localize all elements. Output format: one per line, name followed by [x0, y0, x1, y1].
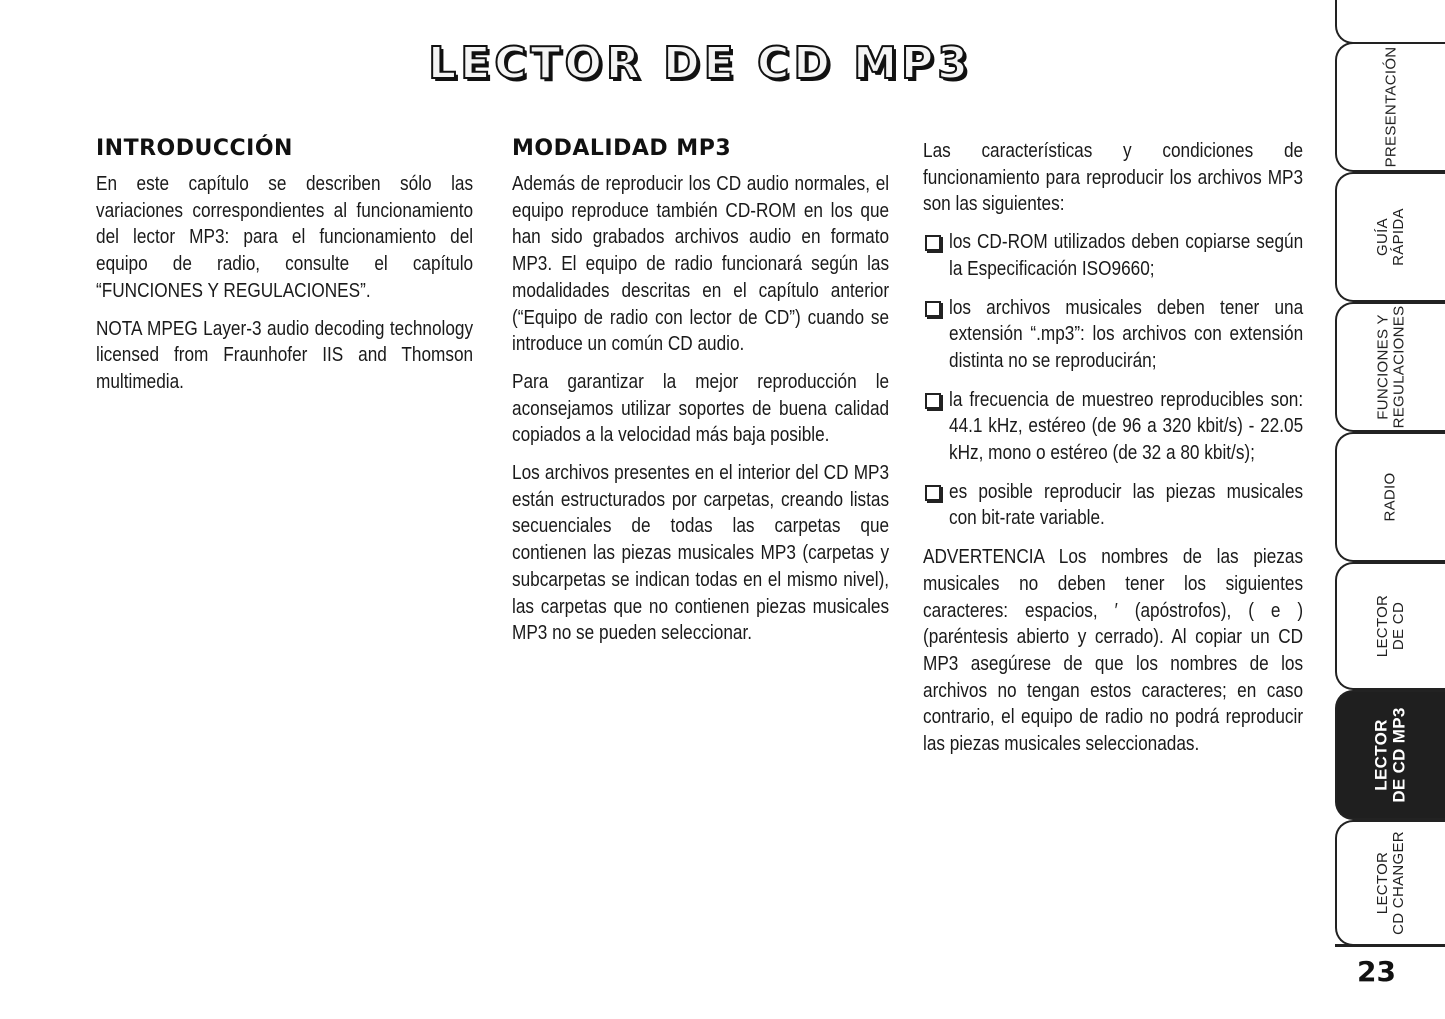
paragraph: Para garantizar la mejor reproducción le aconsejamos utilizar soportes de buena calidad copiados a la velocidad más baja posible. — [512, 370, 890, 447]
paragraph: Los archivos presentes en el interior del CD MP3 están estructurados por carpetas, creando listas secuenciales de todas las carpetas que contienen las piezas musicales MP3 (carpetas y subcarpetas se indican todas en el mismo nivel), las carpetas que no contienen piezas musicales MP3 no se pueden seleccionar. — [512, 462, 890, 645]
paragraph: En este capítulo se describen sólo las variaciones correspondientes al funcionamiento del lector MP3: para el funcionamiento del equipo de radio, consulte el capítulo “FUNCIONES Y REGULACIONES”. — [96, 173, 474, 302]
conditions-list — [923, 229, 1304, 532]
tab-top-edge — [1335, 0, 1445, 44]
heading-introduccion: INTRODUCCIÓN — [96, 136, 293, 161]
checkbox-bullet-icon — [925, 235, 941, 251]
paragraph: Además de reproducir los CD audio normales, el equipo reproduce también CD-ROM en los que han sido grabados archivos audio en formato MP3. El equipo de radio funcionará según las modalidades descritas en el capítulo anterior (“Equipo de radio con lector de CD”) cuando se introduce un común CD audio. — [512, 173, 890, 356]
page-number-rule — [1335, 944, 1445, 947]
tab-presentacion[interactable]: PRESENTACIÓN — [1335, 42, 1445, 172]
chapter-tabs — [1335, 0, 1445, 1019]
list-item: es posible reproducir las piezas musicales con bit-rate variable. — [923, 479, 1304, 532]
heading-modalidad-mp3: MODALIDAD MP3 — [512, 136, 732, 161]
tab-funciones-regulaciones[interactable]: FUNCIONES Y REGULACIONES — [1335, 302, 1445, 432]
tab-lector-de-cd-mp3[interactable]: LECTOR DE CD MP3 — [1335, 690, 1445, 820]
checkbox-bullet-icon — [925, 485, 941, 501]
column-modalidad-mp3 — [512, 136, 890, 658]
paragraph-nota: NOTA MPEG Layer-3 audio decoding technology licensed from Fraunhofer IIS and Thomson multimedia. — [96, 317, 474, 393]
paragraph-advertencia: ADVERTENCIA Los nombres de las piezas musicales no deben tener los siguientes caracteres: espacios, ′ (apóstrofos), ( e ) (paréntesis abierto y cerrado). Al copiar un CD MP3 asegúrese de que los nombres de los archivos no tengan estos caracteres; en caso contrario, el equipo de radio no podrá reproducir las piezas musicales seleccionadas. — [923, 546, 1304, 756]
checkbox-bullet-icon — [925, 393, 941, 409]
column-caracteristicas — [923, 138, 1304, 769]
page-title: LECTOR DE CD MP3 — [428, 38, 972, 89]
list-item: los archivos musicales deben tener una extensión “.mp3”: los archivos con extensión distinta no se reproducirán; — [923, 295, 1304, 375]
column-introduccion — [96, 136, 474, 407]
tab-lector-de-cd[interactable]: LECTOR DE CD — [1335, 562, 1445, 690]
page-number: 23 — [1357, 955, 1396, 988]
list-item: la frecuencia de muestreo reproducibles son: 44.1 kHz, estéreo (de 96 a 320 kbit/s) - 22.05 kHz, mono o estéreo (de 32 a 80 kbit/s); — [923, 387, 1304, 467]
checkbox-bullet-icon — [925, 301, 941, 317]
tab-lector-cd-changer[interactable]: LECTOR CD CHANGER — [1335, 820, 1445, 946]
paragraph-intro: Las características y condiciones de funcionamiento para reproducir los archivos MP3 son las siguientes: — [923, 140, 1304, 216]
tab-radio[interactable]: RADIO — [1335, 432, 1445, 562]
tab-guia-rapida[interactable]: GUÍA RÁPIDA — [1335, 172, 1445, 302]
list-item: los CD-ROM utilizados deben copiarse según la Especificación ISO9660; — [923, 229, 1304, 282]
